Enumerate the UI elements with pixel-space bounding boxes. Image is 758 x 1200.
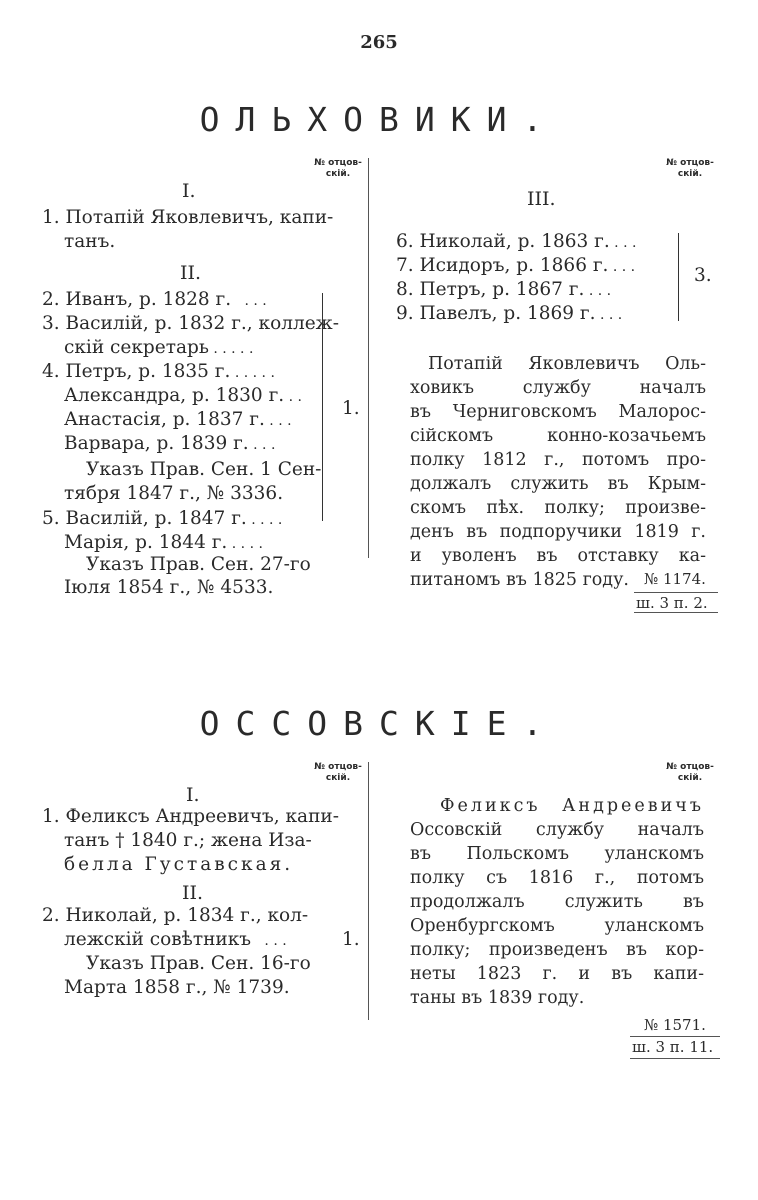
bio-line: продолжалъ служить въ [410,892,704,912]
bio-line: полку; произведенъ въ кор- [410,940,704,960]
bio-line: полку 1812 г., потомъ про- [410,450,706,470]
leader-dots: . . . [595,307,623,323]
entry-line: Іюля 1854 г., № 4533. [64,577,274,598]
leader-dots: . . . [609,235,637,251]
father-ref-1: 1. [342,929,360,950]
column-divider [368,158,369,558]
entry-line [42,508,282,529]
col-header-line: скій. [325,773,351,783]
entry-line [42,289,267,310]
generation-1: I. [182,180,196,202]
entry-num: 6. [396,231,414,252]
col-header-left-2 [310,762,366,784]
archive-rule [630,1036,720,1037]
entry-line [42,361,275,382]
page-number: 265 [360,32,398,53]
bio-line: Оренбургскомъ уланскомъ [410,916,704,936]
col-header-left-1 [310,158,366,180]
entry-num: 2. [42,289,60,310]
bio-line: въ Польскомъ уланскомъ [410,844,704,864]
column-divider [368,762,369,1020]
entry-num: 1. [42,207,60,228]
leader-dots: . . . [608,259,636,275]
entry-num: 5. [42,508,60,529]
bio-line: таны въ 1839 году. [410,988,585,1008]
entry-line [42,313,339,334]
col-header-right-2 [662,762,718,784]
entry-text: Павелъ, р. 1869 г. [419,303,596,324]
leader-dots: . . . [248,437,276,453]
entry-brace [674,233,679,321]
entry-line [42,207,333,228]
archive-rule [634,612,718,613]
entry-num: 3. [42,313,60,334]
entry-line [396,255,635,276]
col-header-line: скій. [677,773,703,783]
entry-num: 7. [396,255,414,276]
leader-dots: . . . . . [230,365,275,381]
col-header-line: № отцов- [666,158,714,168]
entry-text: Николай, р. 1834 г., кол- [65,905,309,926]
leader-dots: . . . . . [208,341,254,357]
bio-line: и уволенъ въ отставку ка- [410,546,706,566]
entry-brace [318,293,323,521]
archive-shelf: ш. 3 п. 2. [636,594,708,612]
leader-dots: . . . [584,283,612,299]
entry-text: Петръ, р. 1835 г. [65,361,231,382]
entry-num: 4. [42,361,60,382]
entry-line [42,905,308,926]
entry-text: Анастасія, р. 1837 г. [64,409,265,430]
entry-line [396,279,611,300]
bio-line: Потапій Яковлевичъ Оль- [428,354,706,374]
entry-text: Василій, р. 1847 г. [65,508,247,529]
father-ref-3: 3. [694,265,712,286]
generation-3: III. [527,188,556,210]
col-header-line: № отцов- [314,762,362,772]
archive-number: № 1571. [644,1016,706,1034]
generation-1: I. [186,784,200,806]
entry-line: белла Густавская. [64,854,294,875]
leader-dots: . . . . [246,512,283,528]
entry-line [64,929,287,950]
generation-2: II. [180,262,202,284]
entry-line [64,409,292,430]
bio-line: должалъ служить въ Крым- [410,474,706,494]
bio-line: денъ въ подпоручики 1819 г. [410,522,706,542]
entry-line: Указъ Прав. Сен. 1 Сен- [86,459,322,480]
entry-line: танъ. [64,231,116,252]
archive-number: № 1174. [644,570,706,588]
entry-text: лежскій совѣтникъ [64,929,252,950]
entry-text: Потапій Яковлевичъ, капи- [65,207,334,228]
bio-line: ховикъ службу началъ [410,378,706,398]
entry-num: 2. [42,905,60,926]
entry-line [396,303,622,324]
leader-dots: . . [284,389,302,405]
entry-text: Марія, р. 1844 г. [64,532,228,553]
entry-text: Николай, р. 1863 г. [419,231,610,252]
bio-line: въ Черниговскомъ Малорос- [410,402,706,422]
bio-line: сійскомъ конно-козачьемъ [410,426,706,446]
entry-line: Марта 1858 г., № 1739. [64,977,290,998]
leader-dots: . . . . [227,536,263,552]
father-ref-1: 1. [342,398,360,419]
entry-num: 1. [42,806,60,827]
generation-2: II. [182,882,204,904]
entry-text: Василій, р. 1832 г., коллеж- [65,313,339,334]
col-header-line: № отцов- [666,762,714,772]
entry-line: Указъ Прав. Сен. 16-го [86,953,311,974]
family-title-olkhoviki: ОЛЬХОВИКИ. [199,100,559,139]
entry-text: Петръ, р. 1867 г. [419,279,585,300]
bio-line: полку съ 1816 г., потомъ [410,868,704,888]
entry-num: 9. [396,303,414,324]
entry-line [64,433,275,454]
entry-text: Александра, р. 1830 г. [64,385,285,406]
archive-rule [634,592,718,593]
leader-dots: . . . [264,413,292,429]
entry-line: танъ † 1840 г.; жена Иза- [64,830,312,851]
entry-line [42,806,339,827]
entry-text: Исидоръ, р. 1866 г. [419,255,609,276]
entry-text: скій секретарь [64,337,209,358]
bio-line: питаномъ въ 1825 году. [410,570,629,590]
col-header-line: № отцов- [314,158,362,168]
entry-line [64,532,263,553]
bio-line: Феликсъ Андреевичъ [440,796,704,816]
entry-line [396,231,636,252]
entry-num: 8. [396,279,414,300]
archive-rule [630,1058,720,1059]
col-header-line: скій. [325,169,351,179]
entry-line: тября 1847 г., № 3336. [64,483,284,504]
leader-dots: . . . [251,933,287,949]
entry-line [64,385,302,406]
archive-shelf: ш. 3 п. 11. [632,1038,714,1056]
col-header-right-1 [662,158,718,180]
leader-dots: . . . [231,293,267,309]
family-title-ossovskie: ОССОВСКІЕ. [199,704,559,743]
bio-line: неты 1823 г. и въ капи- [410,964,704,984]
entry-text: Иванъ, р. 1828 г. [65,289,232,310]
bio-line: скомъ пѣх. полку; произве- [410,498,706,518]
entry-line: Указъ Прав. Сен. 27-го [86,554,311,575]
entry-line [64,337,253,358]
entry-text: Феликсъ Андреевичъ, капи- [65,806,339,827]
entry-text: Варвара, р. 1839 г. [64,433,249,454]
bio-line: Оссовскій службу началъ [410,820,704,840]
col-header-line: скій. [677,169,703,179]
